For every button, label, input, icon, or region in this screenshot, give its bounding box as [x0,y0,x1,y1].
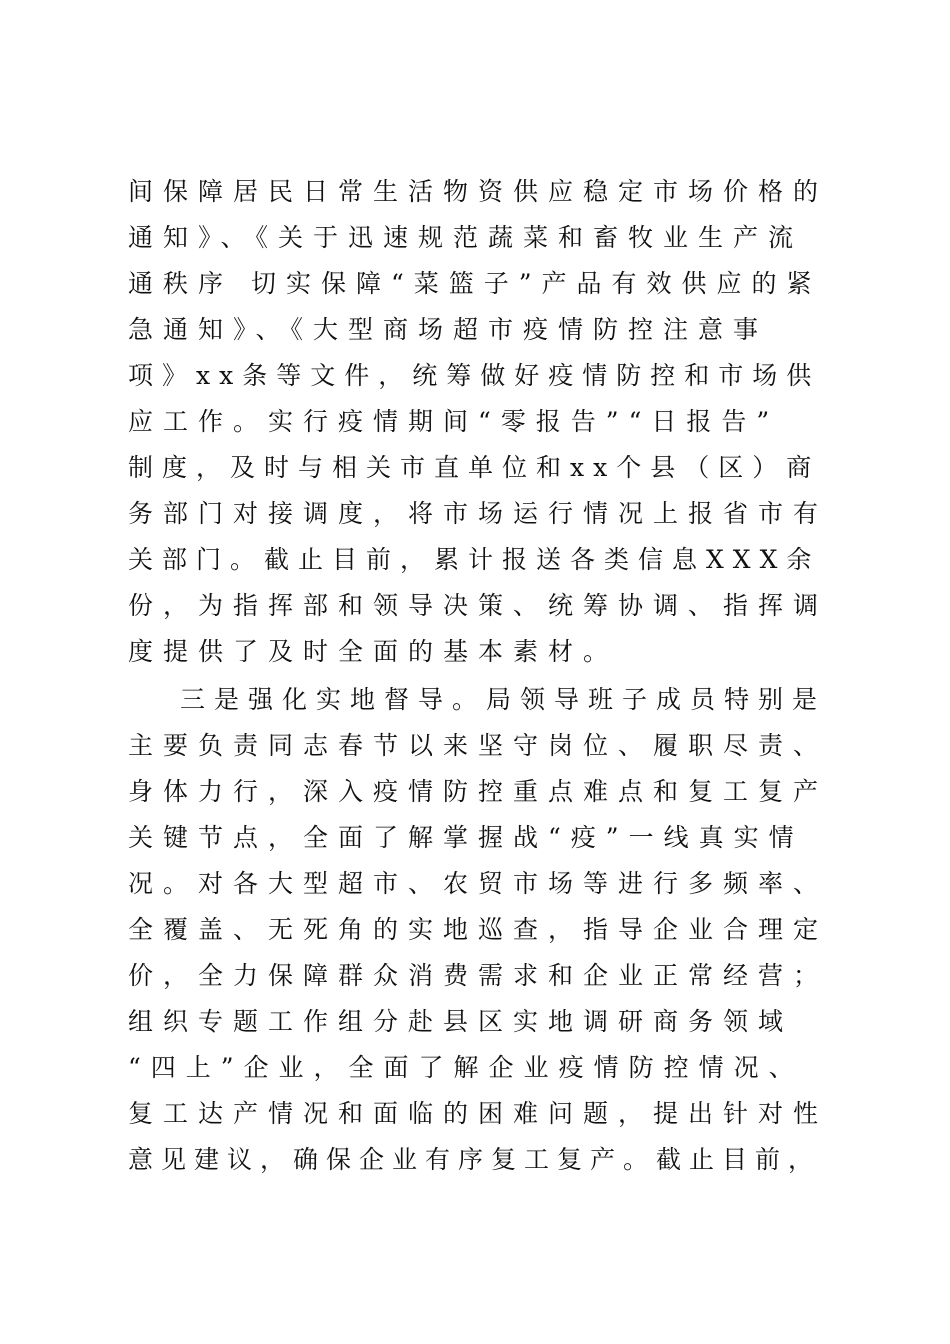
body-text-line: 组织专题工作组分赴县区实地调研商务领域 [128,1007,794,1036]
body-text-line: 项》xx条等文件，统筹做好疫情防控和市场供 [128,361,821,390]
body-text-line: 急通知》、《大型商场超市疫情防控注意事 [128,315,769,344]
body-text-line: 全覆盖、无死角的实地巡查，指导企业合理定 [128,915,829,944]
body-text-line: 通知》、《关于迅速规范蔬菜和畜牧业生产流 [128,223,804,252]
body-text-line: “四上”企业，全面了解企业疫情防控情况、 [128,1053,804,1082]
body-text-line: 通秩序 切实保障“菜篮子”产品有效供应的紧 [128,269,822,298]
body-text-line: 价，全力保障群众消费需求和企业正常经营； [128,961,829,990]
body-text-line: 关键节点，全面了解掌握战“疫”一线真实情 [128,823,804,852]
body-text-line: 主要负责同志春节以来坚守岗位、履职尽责、 [128,731,829,760]
body-text-line: 身体力行，深入疫情防控重点难点和复工复产 [128,777,829,806]
body-text-line: 间保障居民日常生活物资供应稳定市场价格的 [128,177,829,206]
body-text-line: 份，为指挥部和领导决策、统筹协调、指挥调 [128,591,829,620]
body-text-line: 意见建议，确保企业有序复工复产。截止目前， [128,1145,822,1174]
body-text-line: 复工达产情况和面临的困难问题，提出针对性 [128,1099,829,1128]
body-text-line: 关部门。截止目前，累计报送各类信息XXX余 [128,545,821,574]
body-text-line: 况。对各大型超市、农贸市场等进行多频率、 [128,869,829,898]
body-text-line: 应工作。实行疫情期间“零报告”“日报告” [128,407,780,436]
body-text-line: 务部门对接调度，将市场运行情况上报省市有 [128,499,829,528]
paragraph-first-line: 三是强化实地督导。局领导班子成员特别是 [180,685,827,714]
body-text-line: 制度，及时与相关市直单位和xx个县（区）商 [128,453,821,482]
body-text-line: 度提供了及时全面的基本素材。 [128,637,619,666]
